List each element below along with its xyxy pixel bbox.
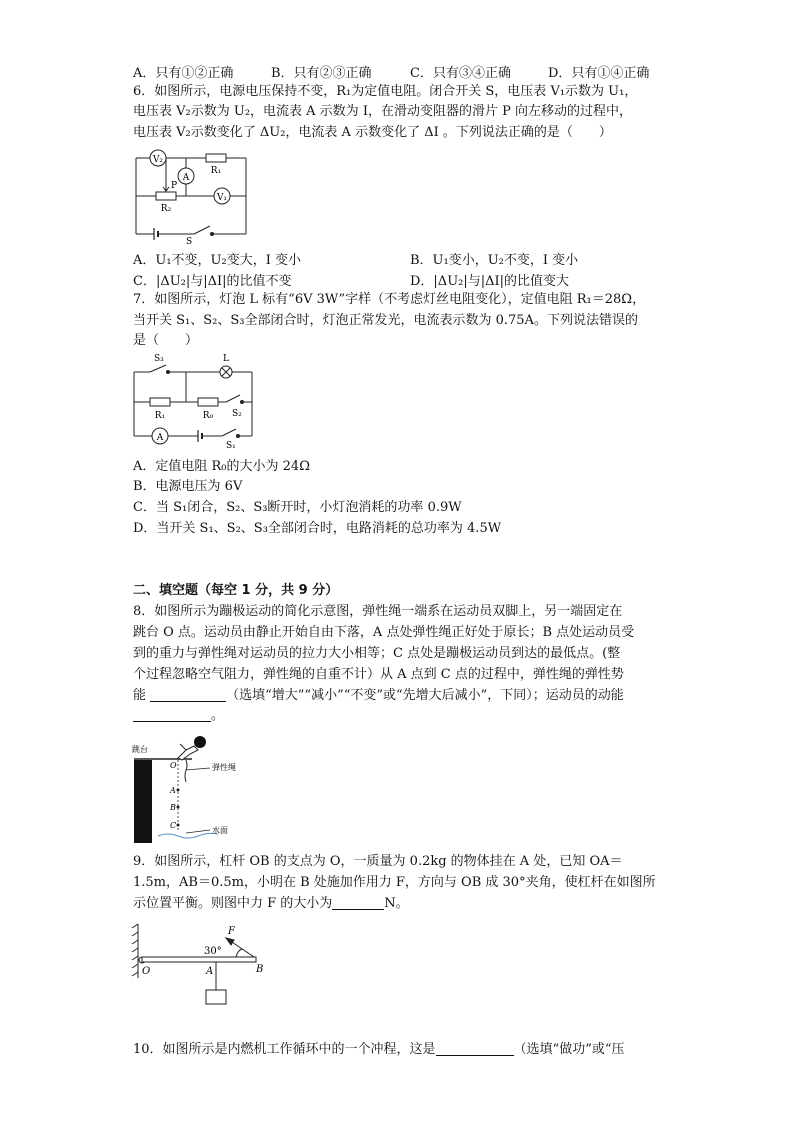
q8-fig-rope-label: 弹性绳 <box>212 763 236 772</box>
q7-fig-l-label: L <box>223 354 229 364</box>
q7-fig-s1-label: S₁ <box>226 441 236 450</box>
q7-option-b: B．电源电压为 6V <box>133 479 243 494</box>
q7-text-line-3: 是（ ） <box>133 333 199 348</box>
q9-text-line-1: 9．如图所示，杠杆 OB 的支点为 O，一质量为 0.2kg 的物体挂在 A 处，已知 OA＝ <box>133 854 623 869</box>
q10-suffix: （选填“做功”或“压 <box>513 1042 625 1057</box>
q6-fig-r2-label: R₂ <box>160 204 172 214</box>
q10-blank[interactable] <box>436 1041 514 1056</box>
q7-fig-s2-label: S₂ <box>232 409 242 419</box>
q9-fig-a-label: A <box>206 966 214 977</box>
q7-fig-r1-label: R₁ <box>154 411 166 421</box>
q6-fig-p-label: P <box>171 181 178 191</box>
q8-fig-water-label: 水面 <box>212 826 228 835</box>
q9-fig-o-label: O <box>142 966 151 977</box>
section-title: 二、填空题（每空 1 分，共 9 分） <box>133 583 339 598</box>
q7-text-line-2: 当开关 S₁、S₂、S₃全部闭合时，灯泡正常发光，电流表示数为 0.75A。下列说法错误的 <box>133 313 638 328</box>
q7-circuit-diagram <box>128 350 258 450</box>
q8-bungee-diagram <box>130 730 240 845</box>
q6-option-a: A．U₁不变，U₂变大，I 变小 <box>133 253 301 268</box>
q9-text-line-3 <box>133 895 409 913</box>
q7-fig-a-label: A <box>156 433 164 443</box>
q8-blank-1[interactable] <box>150 687 226 702</box>
q9-fig-angle-label: 30° <box>204 946 222 957</box>
q8-text-line-1: 8．如图所示为蹦极运动的简化示意图，弹性绳一端系在运动员双脚上，另一端固定在 <box>133 604 623 619</box>
q5-option-c: C．只有③④正确 <box>410 66 511 81</box>
q6-text-line-2: 电压表 V₂示数为 U₂，电流表 A 示数为 I，在滑动变阻器的滑片 P 向左移动的过程中， <box>133 104 632 119</box>
q7-option-c: C．当 S₁闭合，S₂、S₃断开时，小灯泡消耗的功率 0.9W <box>133 500 462 515</box>
q8-line5-prefix: 能 <box>133 688 151 703</box>
q8-line5-suffix: （选填“增大”“减小”“不变”或“先增大后减小”，下同）；运动员的动能 <box>226 688 624 703</box>
q8-fig-a-label: A <box>170 786 176 795</box>
q5-option-b: B．只有②③正确 <box>271 66 372 81</box>
q10-text-line-1 <box>133 1041 625 1059</box>
q6-option-b: B．U₁变小，U₂不变，I 变小 <box>410 253 579 268</box>
q9-line3-prefix: 示位置平衡。则图中力 F 的大小为 <box>133 896 333 911</box>
q9-text-line-2: 1.5m，AB＝0.5m，小明在 B 处施加作用力 F，方向与 OB 成 30°夹角，使杠杆在如图所 <box>133 875 656 890</box>
q8-fig-o-label: O <box>170 761 177 770</box>
q7-fig-r0-label: R₀ <box>202 411 214 421</box>
q8-blank-2[interactable] <box>133 707 211 722</box>
q10-prefix: 10．如图所示是内燃机工作循环中的一个冲程，这是 <box>133 1042 436 1057</box>
q6-text-line-3: 电压表 V₂示数变化了 ΔU₂，电流表 A 示数变化了 ΔI 。下列说法正确的是（ ） <box>133 125 612 140</box>
q8-text-line-5 <box>133 687 624 705</box>
q6-circuit-diagram <box>128 146 258 246</box>
q9-fig-b-label: B <box>256 964 264 975</box>
q8-text-line-4: 个过程忽略空气阻力，弹性绳的自重不计）从 A 点到 C 点的过程中，弹性绳的弹性势 <box>133 667 624 682</box>
q6-fig-r1-label: R₁ <box>210 166 222 176</box>
q9-line3-suffix: N。 <box>384 896 409 911</box>
q7-text-line-1: 7．如图所示，灯泡 L 标有“6V 3W”字样（不考虑灯丝电阻变化），定值电阻 R₁＝28Ω， <box>133 292 646 307</box>
q9-lever-diagram <box>128 920 278 1010</box>
q7-option-a: A．定值电阻 R₀的大小为 24Ω <box>133 459 310 474</box>
q9-blank[interactable] <box>332 895 384 910</box>
q5-option-d: D．只有①④正确 <box>548 66 650 81</box>
q6-fig-s-label: S <box>186 237 193 246</box>
q6-fig-v2-label: V₂ <box>152 155 164 165</box>
q9-fig-f-label: F <box>228 926 235 937</box>
q8-text-line-2: 跳台 O 点。运动员由静止开始自由下落，A 点处弹性绳正好处于原长；B 点处运动员受 <box>133 625 635 640</box>
q6-fig-a-label: A <box>182 173 190 183</box>
q6-fig-v1-label: V₁ <box>216 193 228 203</box>
q8-fig-platform-label: 跳台 <box>132 745 148 754</box>
q8-text-line-6 <box>133 707 224 725</box>
q6-text-line-1: 6．如图所示，电源电压保持不变，R₁为定值电阻。闭合开关 S，电压表 V₁示数为 U₁， <box>133 84 638 99</box>
q8-fig-b-label: B <box>170 803 176 812</box>
q8-fig-c-label: C <box>170 821 177 830</box>
q6-option-c: C．|ΔU₂|与|ΔI|的比值不变 <box>133 274 292 289</box>
q5-option-a: A．只有①②正确 <box>133 66 234 81</box>
q7-option-d: D．当开关 S₁、S₂、S₃全部闭合时，电路消耗的总功率为 4.5W <box>133 521 502 536</box>
q8-text-line-3: 到的重力与弹性绳对运动员的拉力大小相等；C 点处是蹦极运动员到达的最低点。(整 <box>133 646 621 661</box>
q8-line6-suffix: 。 <box>211 708 225 723</box>
q7-fig-s3-label: S₃ <box>154 354 164 364</box>
q6-option-d: D．|ΔU₂|与|ΔI|的比值变大 <box>410 274 570 289</box>
